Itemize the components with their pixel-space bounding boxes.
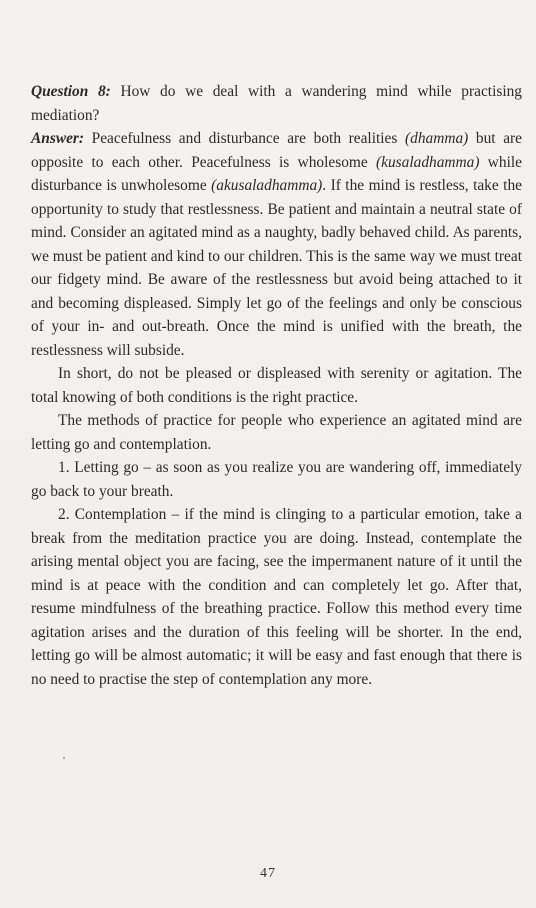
summary-paragraph: In short, do not be pleased or displeased with serenity or agitation. The total knowing of both conditions is the right practice. xyxy=(31,365,522,406)
term-akusaladhamma: (akusaladhamma) xyxy=(211,177,323,194)
methods-intro-paragraph: The methods of practice for people who experience an agitated mind are letting go and contemplation. xyxy=(31,412,522,453)
question-label: Question 8: xyxy=(31,83,111,100)
answer-text: Peacefulness and disturbance are both realities xyxy=(84,130,405,147)
method-letting-go-paragraph: 1. Letting go – as soon as you realize you are wandering off, immediately go back to your breath. xyxy=(31,459,522,500)
page-body xyxy=(31,80,522,691)
method-contemplation-paragraph: 2. Contemplation – if the mind is clinging to a particular emotion, take a break from the meditation practice you are doing. Instead, contemplate the arising mental object you are facing, see the impermanent nature of it until the mind is at peace with the condition and can completely let go. After that, resume mindfulness of the breathing practice. Follow this method every time agitation arises and the duration of this feeling will be shorter. In the end, letting go will be almost automatic; it will be easy and fast enough that there is no need to practise the step of contemplation any more. xyxy=(31,506,522,688)
print-speck xyxy=(63,757,65,759)
answer-paragraph xyxy=(31,127,522,362)
term-dhamma: (dhamma) xyxy=(405,130,469,147)
answer-text: . If the mind is restless, take the opportunity to study that restlessness. Be patient and maintain a neutral state of mind. Consider an agitated mind as a naughty, badly behaved child. As parents, we must be patient and kind to our children. This is the same way we must treat our fidgety mind. Be aware of the restlessness but avoid being attached to it and becoming displeased. Simply let go of the feelings and only be conscious of your in- and out-breath. Once the mind is unified with the breath, the restlessness will subside. xyxy=(31,177,522,359)
answer-text: but are opposite to each other. Peacefulness is wholesome xyxy=(31,130,522,171)
answer-text: while disturbance is unwholesome xyxy=(31,153,522,194)
term-kusaladhamma: (kusaladhamma) xyxy=(376,153,480,171)
question-paragraph xyxy=(31,80,522,127)
page-number: 47 xyxy=(260,866,276,881)
question-text: How do we deal with a wandering mind while practising mediation? xyxy=(31,83,522,124)
answer-label: Answer: xyxy=(31,130,85,147)
